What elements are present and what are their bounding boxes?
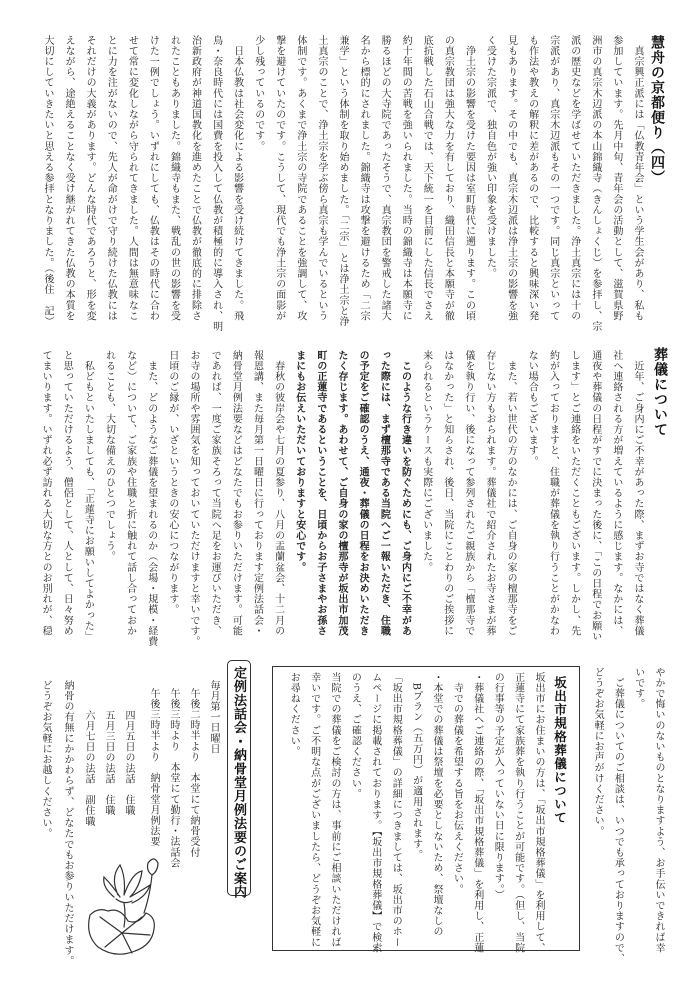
- text-column: せて常に変化しながら守られてきました。人間は無意味なこ: [126, 35, 138, 322]
- talk-item: 四月五日の法話 住職: [123, 710, 134, 816]
- text-column: 兼学」という体制を取り始めました。「二宗」とは浄土宗と浄: [337, 35, 349, 327]
- text-column: 派の歴史などを学ばせていただきました。浄土真宗には十の: [568, 35, 580, 322]
- text-column: 名から標的にされました。錦織寺は攻撃を避けるため「二宗: [358, 35, 370, 322]
- sakaide-box-title: 坂出市規格葬儀について: [552, 676, 568, 825]
- text-column: まにもお伝えいただいておりますと安心です。: [293, 350, 305, 573]
- text-column: 日本仏教は社会変化による影響を受け続けてきました。飛: [231, 35, 243, 322]
- text-column: 宗派があり、真宗木辺派もその一つです。同じ真宗といって: [547, 35, 559, 322]
- text-column: の予定をご確認のうえ、通夜・葬儀の日程をお決めいただき: [357, 350, 369, 637]
- text-column: 参加しています。先月中旬、青年会の活動として、滋賀県野: [610, 35, 622, 322]
- text-column: また、どのようなご葬儀を望まれるのか（会場・規模・経費: [145, 350, 157, 647]
- text-column: 正蓮寺にて家族葬を執り行うことが可能です。（但し、当院: [512, 672, 524, 954]
- teirei-note: 納骨の有無にかかわらず、どなたでもお参りいただけます。: [62, 680, 73, 967]
- schedule-item: 午後三時より 本堂にて勤行・法話会: [168, 688, 179, 869]
- text-column: 少し残っているのです。: [252, 35, 264, 152]
- schedule-day: 毎月第一日曜日: [208, 680, 219, 755]
- text-column: いです。: [632, 667, 644, 710]
- teirei-note: どうぞお気軽にお越しください。: [40, 680, 51, 839]
- text-column: 約十年間の苦戦を強いられました。当時の錦織寺は本願寺に: [400, 35, 412, 322]
- text-column: けた一例でしょう。いずれにしても、仏教はその時代に合わ: [147, 35, 159, 322]
- lotus-flower: [104, 865, 150, 903]
- text-column: った際には、まず檀那寺である当院へご一報いただき、住職: [378, 350, 390, 637]
- text-column: 町の正蓮寺であるということを、日頃からお子さまやお孫さ: [314, 350, 326, 637]
- text-column: 日頃のご縁が、いざというときの安心につながります。: [166, 350, 178, 615]
- text-column: えながら、途絶えることなく受け継がれてきた仏教の本質を: [63, 35, 75, 322]
- text-column: します」とご連絡をいただくこともございます。しかし、先: [568, 350, 580, 637]
- text-column: 幸いです。ご不明な点がございましたら、どうぞお気軽に: [308, 672, 320, 948]
- text-column: 春秋の彼岸会や七月の夏参り、八月の盂蘭盆会、十二月の: [272, 350, 284, 637]
- kyoto-column-title: 慧舟の京都便り（四）: [649, 35, 665, 185]
- text-column: どうぞお気軽にお声がけください。: [592, 667, 604, 837]
- text-column: と思っていただけるよう、僧侶として、人として、日々努め: [61, 350, 73, 637]
- text-column: く受けた宗派で、独自色が強い印象を受けました。: [484, 35, 496, 279]
- teirei-title-box: [227, 660, 251, 899]
- text-column: ・本堂での葬儀は祭壇を必要としないため、祭壇なしの: [431, 672, 442, 937]
- talk-item: 六月七日の法話 副住職: [83, 710, 94, 827]
- text-column: とに力を注がないので、先人が命がけで守り続けた仏教には: [105, 35, 117, 322]
- text-column: 底抗戦した石山合戦では、天下統一を目前にした信長でさえ: [421, 35, 433, 322]
- text-column: それだけの大義があります。どんな時代であろうと、形を変: [84, 35, 96, 322]
- text-column: 撃を避けていたのです。こうして、現代でも浄土宗の面影が: [273, 35, 285, 322]
- text-column: 報恩講、また毎月第一日曜日に行っております定例法話会・: [251, 350, 263, 637]
- text-column: れることも、大切な備えのひとつでしょう。: [103, 350, 115, 562]
- text-column: たく存じます。あわせて、ご自身の家の檀那寺が坂出市加茂: [336, 350, 348, 637]
- text-column: 「坂出市規格葬儀」の詳細につきましては、坂出市のホー: [390, 672, 402, 948]
- text-column: 洲市の真宗木辺派の本山錦織寺（きんしょくじ）を参拝し、宗: [589, 35, 601, 332]
- text-column: また、若い世代の方のなかには、ご自身の家の檀那寺をご: [505, 350, 517, 637]
- text-column: 近年、ご身内にご不幸があった際、まずお寺ではなく葬儀: [632, 350, 643, 637]
- text-column: 納骨堂月例法要などはどなたでもお参りいただけます。可能: [230, 350, 242, 637]
- funeral-article-title: 葬儀について: [652, 347, 668, 437]
- text-column: お寺の場所や雰囲気を知っておいていただけますと幸いです。: [188, 350, 200, 647]
- text-column: このような行き違いを防ぐためにも、ご身内にご不幸があ: [399, 350, 411, 637]
- text-column: 私どもといたしましても、「正蓮寺にお願いしてよかった」: [82, 350, 94, 642]
- text-column: 坂出市にお住まいの方は、「坂出市規格葬儀」を利用して、: [533, 672, 544, 954]
- text-column: やかで悔いのないものとなりますよう、お手伝いできれば幸: [653, 667, 664, 954]
- text-column: 治新政府が神道国教化を進めたことで仏教が徹底的に排除さ: [189, 35, 201, 322]
- text-column: 寺での葬儀を希望する旨をお伝えください。: [451, 672, 463, 895]
- schedule-item: 午後二時半より 本堂にて納骨受付: [188, 688, 199, 858]
- text-column: 通夜や葬儀の日程がすでに決まった後に、「この日程でお願い: [589, 350, 601, 642]
- text-column: 社へ連絡される方が増えているように感じます。なかには、: [610, 350, 622, 637]
- text-column: の行事等の予定が入っていない日に限ります。）: [492, 672, 504, 901]
- teirei-title: 定例法話会・納骨堂月例法要のご案内: [231, 666, 246, 899]
- text-column: れたこともありました。錦織寺もまた、戦乱の世の影響を受: [168, 35, 180, 322]
- text-column: の真宗教団は強大な力を有しており、織田信長と本願寺が徹: [442, 35, 454, 322]
- text-column: はなかった」と知らされ、後日、当院にことわりのご挨拶に: [441, 350, 453, 637]
- text-column: 真宗興正派には「仏教青年会」という学生会があり、私も: [632, 35, 643, 322]
- text-column: 見もあります。その中でも、真宗木辺派は浄土宗の影響を強: [505, 35, 517, 322]
- text-column: 儀を執り行い、後になって参列されたご親族から「檀那寺で: [462, 350, 474, 637]
- text-column: 約が入っておりますと、住職が葬儀を執り行うことがかなわ: [547, 350, 559, 637]
- text-column: 大切にしていきたいと思える参拝となりました。（後住 記）: [42, 35, 54, 327]
- text-column: など）について、ご家族や住職と折に触れて話し合っておか: [124, 350, 136, 637]
- text-column: 土真宗のことで、浄土宗を学ぶ傍ら真宗も学んでいるという: [315, 35, 327, 322]
- lotus-illustration: [80, 855, 165, 960]
- text-column: 体制です。あくまで浄土宗の寺院であることを強調して、攻: [294, 35, 306, 322]
- text-column: 浄土宗の影響を受けた要因は室町時代に遡ります。この頃: [463, 35, 475, 322]
- schedule-item: 午後三時半より 納骨堂月例法要: [148, 688, 159, 847]
- text-column: 当院での葬儀をご検討の方は、事前にご相談いただければ: [329, 672, 340, 948]
- text-column: てまいります。いずれ必ず訪れる大切な方とのお別れが、穏: [40, 350, 52, 637]
- text-column: であれば、一度ご家族そろって当院へ足をお運びいただき、: [209, 350, 221, 637]
- text-column: ご葬儀についてのご相談は、いつでも承っておりますので、: [612, 667, 624, 964]
- text-column: のうえ、ご確認ください。: [349, 672, 361, 800]
- text-column: 鳥・奈良時代には国費を投入して仏教が積極的に導入され、明: [210, 35, 222, 332]
- text-column: 勝るほどの大寺院であったそうで、真宗教団を警戒した諸大: [379, 35, 391, 322]
- text-column: Bプラン（五万円）が適用されます。: [410, 672, 422, 861]
- text-column: 来られるというケースも実際にございました。: [420, 350, 432, 573]
- text-column: お尋ねください。: [288, 672, 300, 757]
- text-column: ムページに掲載されております。【坂出市規格葬儀】で検索: [369, 672, 381, 954]
- text-column: ない場合もございます。: [526, 350, 538, 467]
- lotus-bud: [144, 859, 158, 913]
- text-column: ・葬儀社へご連絡の際、「坂出市規格葬儀」を利用し、正蓮: [471, 672, 483, 954]
- text-column: 存じない方もおられます。葬儀社で紹介されたお寺さまが葬: [484, 350, 496, 637]
- talk-item: 五月三日の法話 住職: [103, 710, 114, 816]
- text-column: も作法や教えの解釈に差があるので、比較すると興味深い発: [526, 35, 538, 322]
